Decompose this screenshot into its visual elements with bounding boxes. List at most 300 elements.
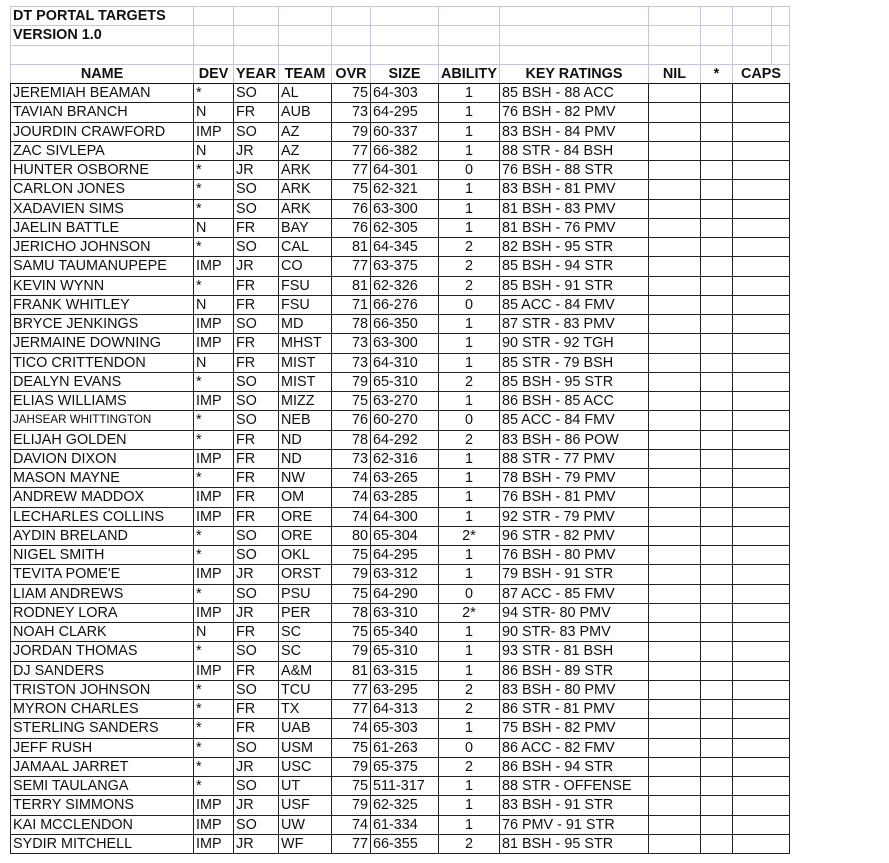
cell-ovr[interactable]: 77 — [331, 257, 370, 276]
cell-key-ratings[interactable]: 85 BSH - 94 STR — [499, 257, 648, 276]
cell-ability[interactable]: 1 — [438, 796, 499, 815]
cell[interactable] — [700, 26, 732, 45]
cell-caps[interactable] — [732, 238, 789, 257]
cell-star[interactable] — [700, 430, 732, 449]
cell-dev[interactable]: * — [194, 180, 234, 199]
cell-year[interactable]: SO — [234, 680, 279, 699]
cell-dev[interactable]: * — [194, 276, 234, 295]
cell-year[interactable]: SO — [234, 411, 279, 430]
cell-name[interactable]: ELIJAH GOLDEN — [11, 430, 194, 449]
cell-year[interactable]: FR — [234, 661, 279, 680]
cell-star[interactable] — [700, 526, 732, 545]
cell-caps[interactable] — [732, 738, 789, 757]
header-caps[interactable]: CAPS — [732, 64, 789, 83]
cell-ovr[interactable]: 76 — [331, 199, 370, 218]
cell-ovr[interactable]: 75 — [331, 180, 370, 199]
cell-ability[interactable]: 0 — [438, 584, 499, 603]
cell-ability[interactable]: 2 — [438, 430, 499, 449]
cell-nil[interactable] — [648, 603, 700, 622]
cell-ovr[interactable]: 79 — [331, 372, 370, 391]
cell-size[interactable]: 64-313 — [370, 700, 438, 719]
cell-dev[interactable]: IMP — [194, 661, 234, 680]
cell-year[interactable]: FR — [234, 218, 279, 237]
cell-year[interactable]: FR — [234, 507, 279, 526]
cell-name[interactable]: SAMU TAUMANUPEPE — [11, 257, 194, 276]
cell-caps[interactable] — [732, 700, 789, 719]
cell-star[interactable] — [700, 122, 732, 141]
cell-star[interactable] — [700, 546, 732, 565]
cell-name[interactable]: TAVIAN BRANCH — [11, 103, 194, 122]
cell-name[interactable]: JEREMIAH BEAMAN — [11, 84, 194, 103]
cell-year[interactable]: SO — [234, 546, 279, 565]
cell-key-ratings[interactable]: 90 STR - 92 TGH — [499, 334, 648, 353]
cell-dev[interactable]: * — [194, 546, 234, 565]
cell-name[interactable]: ELIAS WILLIAMS — [11, 392, 194, 411]
cell-size[interactable]: 65-303 — [370, 719, 438, 738]
cell-team[interactable]: NEB — [278, 411, 331, 430]
cell-key-ratings[interactable]: 86 BSH - 94 STR — [499, 757, 648, 776]
cell-key-ratings[interactable]: 83 BSH - 80 PMV — [499, 680, 648, 699]
cell-dev[interactable]: IMP — [194, 257, 234, 276]
cell[interactable] — [648, 26, 700, 45]
cell-star[interactable] — [700, 84, 732, 103]
cell-dev[interactable]: * — [194, 526, 234, 545]
cell-star[interactable] — [700, 353, 732, 372]
cell-name[interactable]: TRISTON JOHNSON — [11, 680, 194, 699]
cell[interactable] — [331, 26, 370, 45]
cell-size[interactable]: 64-303 — [370, 84, 438, 103]
cell-caps[interactable] — [732, 315, 789, 334]
cell-name[interactable]: JORDAN THOMAS — [11, 642, 194, 661]
cell-nil[interactable] — [648, 449, 700, 468]
cell-year[interactable]: JR — [234, 161, 279, 180]
header-key-ratings[interactable]: KEY RATINGS — [499, 64, 648, 83]
cell-ovr[interactable]: 73 — [331, 103, 370, 122]
cell-year[interactable]: JR — [234, 565, 279, 584]
cell[interactable] — [499, 7, 648, 26]
cell-star[interactable] — [700, 834, 732, 853]
cell-star[interactable] — [700, 257, 732, 276]
cell-team[interactable]: A&M — [278, 661, 331, 680]
cell-year[interactable]: FR — [234, 295, 279, 314]
cell-key-ratings[interactable]: 76 PMV - 91 STR — [499, 815, 648, 834]
cell-caps[interactable] — [732, 796, 789, 815]
cell-ovr[interactable]: 77 — [331, 161, 370, 180]
cell[interactable] — [278, 45, 331, 64]
cell-ability[interactable]: 1 — [438, 141, 499, 160]
cell-dev[interactable]: IMP — [194, 122, 234, 141]
cell-nil[interactable] — [648, 353, 700, 372]
cell-name[interactable]: MASON MAYNE — [11, 469, 194, 488]
cell-dev[interactable]: * — [194, 584, 234, 603]
cell-ability[interactable]: 1 — [438, 777, 499, 796]
cell-size[interactable]: 63-285 — [370, 488, 438, 507]
cell[interactable] — [648, 7, 700, 26]
cell-nil[interactable] — [648, 372, 700, 391]
cell-size[interactable]: 66-382 — [370, 141, 438, 160]
cell-team[interactable]: ORE — [278, 526, 331, 545]
cell-key-ratings[interactable]: 83 BSH - 84 PMV — [499, 122, 648, 141]
header-dev[interactable]: DEV — [194, 64, 234, 83]
cell-team[interactable]: AZ — [278, 122, 331, 141]
cell-dev[interactable]: IMP — [194, 507, 234, 526]
cell-caps[interactable] — [732, 334, 789, 353]
cell-ability[interactable]: 1 — [438, 218, 499, 237]
cell-name[interactable]: JERICHO JOHNSON — [11, 238, 194, 257]
cell-team[interactable]: FSU — [278, 276, 331, 295]
cell-ovr[interactable]: 81 — [331, 276, 370, 295]
cell-ability[interactable]: 1 — [438, 661, 499, 680]
cell-star[interactable] — [700, 161, 732, 180]
cell-ovr[interactable]: 75 — [331, 777, 370, 796]
cell-nil[interactable] — [648, 757, 700, 776]
cell-name[interactable]: BRYCE JENKINGS — [11, 315, 194, 334]
cell-team[interactable]: CO — [278, 257, 331, 276]
cell[interactable] — [370, 45, 438, 64]
cell-caps[interactable] — [732, 680, 789, 699]
cell-ability[interactable]: 1 — [438, 488, 499, 507]
cell-caps[interactable] — [732, 449, 789, 468]
cell-caps[interactable] — [732, 218, 789, 237]
cell-ovr[interactable]: 77 — [331, 680, 370, 699]
cell-year[interactable]: JR — [234, 796, 279, 815]
cell-team[interactable]: PSU — [278, 584, 331, 603]
cell-dev[interactable]: * — [194, 642, 234, 661]
cell-key-ratings[interactable]: 76 BSH - 80 PMV — [499, 546, 648, 565]
cell-ability[interactable]: 1 — [438, 392, 499, 411]
cell-year[interactable]: SO — [234, 738, 279, 757]
cell-name[interactable]: LIAM ANDREWS — [11, 584, 194, 603]
cell-size[interactable]: 63-300 — [370, 334, 438, 353]
cell-ovr[interactable]: 81 — [331, 238, 370, 257]
cell-dev[interactable]: N — [194, 295, 234, 314]
cell-nil[interactable] — [648, 199, 700, 218]
cell-ability[interactable]: 1 — [438, 815, 499, 834]
cell-caps[interactable] — [732, 815, 789, 834]
cell-year[interactable]: JR — [234, 257, 279, 276]
cell-size[interactable]: 66-355 — [370, 834, 438, 853]
cell-team[interactable]: OM — [278, 488, 331, 507]
cell-size[interactable]: 63-375 — [370, 257, 438, 276]
cell-ability[interactable]: 1 — [438, 199, 499, 218]
cell-nil[interactable] — [648, 334, 700, 353]
cell-ovr[interactable]: 74 — [331, 507, 370, 526]
cell-ability[interactable]: 2 — [438, 834, 499, 853]
cell-size[interactable]: 63-312 — [370, 565, 438, 584]
cell-ability[interactable]: 2 — [438, 680, 499, 699]
cell-nil[interactable] — [648, 84, 700, 103]
cell-team[interactable]: AL — [278, 84, 331, 103]
cell-year[interactable]: SO — [234, 392, 279, 411]
cell-key-ratings[interactable]: 85 BSH - 91 STR — [499, 276, 648, 295]
cell-star[interactable] — [700, 757, 732, 776]
cell-size[interactable]: 64-292 — [370, 430, 438, 449]
cell-team[interactable]: OKL — [278, 546, 331, 565]
cell-ability[interactable]: 1 — [438, 469, 499, 488]
cell-year[interactable]: JR — [234, 834, 279, 853]
cell[interactable] — [499, 45, 648, 64]
cell-nil[interactable] — [648, 546, 700, 565]
cell-name[interactable]: MYRON CHARLES — [11, 700, 194, 719]
cell-size[interactable]: 62-326 — [370, 276, 438, 295]
cell-name[interactable]: JAHSEAR WHITTINGTON — [11, 411, 194, 430]
cell-star[interactable] — [700, 661, 732, 680]
cell-ovr[interactable]: 75 — [331, 623, 370, 642]
cell-name[interactable]: DEALYN EVANS — [11, 372, 194, 391]
cell[interactable] — [700, 45, 732, 64]
cell-ovr[interactable]: 79 — [331, 565, 370, 584]
cell-name[interactable]: NIGEL SMITH — [11, 546, 194, 565]
cell-team[interactable]: TCU — [278, 680, 331, 699]
cell-nil[interactable] — [648, 141, 700, 160]
cell-caps[interactable] — [732, 295, 789, 314]
cell-nil[interactable] — [648, 623, 700, 642]
cell-nil[interactable] — [648, 738, 700, 757]
cell-key-ratings[interactable]: 75 BSH - 82 PMV — [499, 719, 648, 738]
cell-team[interactable]: ND — [278, 449, 331, 468]
cell-ability[interactable]: 2 — [438, 700, 499, 719]
cell-name[interactable]: AYDIN BRELAND — [11, 526, 194, 545]
cell-ability[interactable]: 1 — [438, 546, 499, 565]
cell-team[interactable]: MIZZ — [278, 392, 331, 411]
cell-nil[interactable] — [648, 796, 700, 815]
cell-nil[interactable] — [648, 257, 700, 276]
cell-dev[interactable]: IMP — [194, 603, 234, 622]
cell-dev[interactable]: * — [194, 680, 234, 699]
cell-star[interactable] — [700, 623, 732, 642]
cell[interactable] — [700, 7, 732, 26]
cell-name[interactable]: HUNTER OSBORNE — [11, 161, 194, 180]
cell-ovr[interactable]: 77 — [331, 141, 370, 160]
cell-star[interactable] — [700, 334, 732, 353]
cell-caps[interactable] — [732, 623, 789, 642]
cell-key-ratings[interactable]: 83 BSH - 81 PMV — [499, 180, 648, 199]
cell-nil[interactable] — [648, 392, 700, 411]
cell-caps[interactable] — [732, 84, 789, 103]
cell-key-ratings[interactable]: 79 BSH - 91 STR — [499, 565, 648, 584]
cell-size[interactable]: 66-350 — [370, 315, 438, 334]
cell-key-ratings[interactable]: 86 STR - 81 PMV — [499, 700, 648, 719]
cell-year[interactable]: FR — [234, 449, 279, 468]
cell-key-ratings[interactable]: 76 BSH - 81 PMV — [499, 488, 648, 507]
cell-key-ratings[interactable]: 83 BSH - 91 STR — [499, 796, 648, 815]
cell-name[interactable]: CARLON JONES — [11, 180, 194, 199]
cell-year[interactable]: SO — [234, 199, 279, 218]
cell-ability[interactable]: 2 — [438, 372, 499, 391]
cell[interactable] — [194, 45, 234, 64]
cell-dev[interactable]: N — [194, 141, 234, 160]
cell-ovr[interactable]: 73 — [331, 449, 370, 468]
cell-ovr[interactable]: 79 — [331, 122, 370, 141]
cell-nil[interactable] — [648, 565, 700, 584]
cell-dev[interactable]: * — [194, 469, 234, 488]
cell-size[interactable]: 66-276 — [370, 295, 438, 314]
cell[interactable] — [648, 45, 700, 64]
cell-team[interactable]: MIST — [278, 353, 331, 372]
cell-size[interactable]: 60-337 — [370, 122, 438, 141]
cell-star[interactable] — [700, 411, 732, 430]
cell-key-ratings[interactable]: 78 BSH - 79 PMV — [499, 469, 648, 488]
cell-star[interactable] — [700, 584, 732, 603]
cell-team[interactable]: UW — [278, 815, 331, 834]
cell-ovr[interactable]: 78 — [331, 603, 370, 622]
sheet-title[interactable]: DT PORTAL TARGETS — [11, 7, 194, 26]
cell-year[interactable]: FR — [234, 103, 279, 122]
cell-name[interactable]: JERMAINE DOWNING — [11, 334, 194, 353]
cell-caps[interactable] — [732, 199, 789, 218]
cell-year[interactable]: FR — [234, 430, 279, 449]
cell-key-ratings[interactable]: 85 STR - 79 BSH — [499, 353, 648, 372]
cell-nil[interactable] — [648, 661, 700, 680]
cell-caps[interactable] — [732, 122, 789, 141]
cell-team[interactable]: WF — [278, 834, 331, 853]
cell-name[interactable]: SYDIR MITCHELL — [11, 834, 194, 853]
cell-star[interactable] — [700, 700, 732, 719]
cell-star[interactable] — [700, 180, 732, 199]
cell-dev[interactable]: * — [194, 84, 234, 103]
cell-dev[interactable]: * — [194, 161, 234, 180]
cell-star[interactable] — [700, 199, 732, 218]
cell-star[interactable] — [700, 238, 732, 257]
cell-ovr[interactable]: 75 — [331, 392, 370, 411]
cell-dev[interactable]: IMP — [194, 815, 234, 834]
cell-ability[interactable]: 2 — [438, 257, 499, 276]
cell-name[interactable]: STERLING SANDERS — [11, 719, 194, 738]
header-year[interactable]: YEAR — [234, 64, 279, 83]
cell-size[interactable]: 65-340 — [370, 623, 438, 642]
cell-ability[interactable]: 0 — [438, 738, 499, 757]
cell-name[interactable]: ANDREW MADDOX — [11, 488, 194, 507]
cell-dev[interactable]: IMP — [194, 796, 234, 815]
cell-nil[interactable] — [648, 642, 700, 661]
cell-star[interactable] — [700, 469, 732, 488]
cell-key-ratings[interactable]: 96 STR - 82 PMV — [499, 526, 648, 545]
cell-name[interactable]: DJ SANDERS — [11, 661, 194, 680]
cell-nil[interactable] — [648, 834, 700, 853]
cell-star[interactable] — [700, 603, 732, 622]
cell-star[interactable] — [700, 507, 732, 526]
cell-name[interactable]: DAVION DIXON — [11, 449, 194, 468]
cell-dev[interactable]: * — [194, 411, 234, 430]
cell-nil[interactable] — [648, 161, 700, 180]
cell-caps[interactable] — [732, 834, 789, 853]
cell-ability[interactable]: 0 — [438, 161, 499, 180]
cell-year[interactable]: SO — [234, 642, 279, 661]
cell-star[interactable] — [700, 372, 732, 391]
cell-star[interactable] — [700, 777, 732, 796]
cell-team[interactable]: ARK — [278, 161, 331, 180]
cell-dev[interactable]: * — [194, 199, 234, 218]
cell-size[interactable]: 63-295 — [370, 680, 438, 699]
cell-ability[interactable]: 1 — [438, 334, 499, 353]
cell-key-ratings[interactable]: 92 STR - 79 PMV — [499, 507, 648, 526]
cell[interactable] — [234, 26, 279, 45]
cell-ovr[interactable]: 73 — [331, 353, 370, 372]
cell-size[interactable]: 60-270 — [370, 411, 438, 430]
cell-name[interactable]: TERRY SIMMONS — [11, 796, 194, 815]
header-name[interactable]: NAME — [11, 64, 194, 83]
cell-ability[interactable]: 1 — [438, 449, 499, 468]
cell-team[interactable]: ND — [278, 430, 331, 449]
cell[interactable] — [370, 7, 438, 26]
cell-ovr[interactable]: 74 — [331, 469, 370, 488]
cell-ovr[interactable]: 80 — [331, 526, 370, 545]
cell-nil[interactable] — [648, 719, 700, 738]
header-star[interactable]: * — [700, 64, 732, 83]
cell-ability[interactable]: 1 — [438, 623, 499, 642]
cell-ovr[interactable]: 79 — [331, 642, 370, 661]
cell-team[interactable]: SC — [278, 642, 331, 661]
cell-team[interactable]: PER — [278, 603, 331, 622]
cell-ability[interactable]: 1 — [438, 103, 499, 122]
cell-dev[interactable]: IMP — [194, 392, 234, 411]
cell-ovr[interactable]: 75 — [331, 738, 370, 757]
cell-team[interactable]: ORE — [278, 507, 331, 526]
cell-caps[interactable] — [732, 526, 789, 545]
sheet-version[interactable]: VERSION 1.0 — [11, 26, 194, 45]
cell-star[interactable] — [700, 392, 732, 411]
cell-key-ratings[interactable]: 82 BSH - 95 STR — [499, 238, 648, 257]
cell-key-ratings[interactable]: 83 BSH - 86 POW — [499, 430, 648, 449]
cell-caps[interactable] — [732, 603, 789, 622]
cell-dev[interactable]: IMP — [194, 449, 234, 468]
cell-caps[interactable] — [732, 642, 789, 661]
cell-year[interactable]: FR — [234, 623, 279, 642]
cell-key-ratings[interactable]: 76 BSH - 82 PMV — [499, 103, 648, 122]
cell[interactable] — [438, 7, 499, 26]
cell-size[interactable]: 62-305 — [370, 218, 438, 237]
cell-dev[interactable]: * — [194, 738, 234, 757]
cell-name[interactable]: NOAH CLARK — [11, 623, 194, 642]
cell-dev[interactable]: N — [194, 103, 234, 122]
cell-key-ratings[interactable]: 86 BSH - 85 ACC — [499, 392, 648, 411]
cell-year[interactable]: JR — [234, 603, 279, 622]
header-size[interactable]: SIZE — [370, 64, 438, 83]
cell-team[interactable]: SC — [278, 623, 331, 642]
cell-ability[interactable]: 1 — [438, 642, 499, 661]
cell-size[interactable]: 511-317 — [370, 777, 438, 796]
cell-key-ratings[interactable]: 87 ACC - 85 FMV — [499, 584, 648, 603]
cell-name[interactable]: FRANK WHITLEY — [11, 295, 194, 314]
cell-star[interactable] — [700, 218, 732, 237]
cell-year[interactable]: SO — [234, 122, 279, 141]
cell-ovr[interactable]: 74 — [331, 815, 370, 834]
cell-year[interactable]: FR — [234, 353, 279, 372]
cell-ovr[interactable]: 76 — [331, 411, 370, 430]
cell-name[interactable]: TICO CRITTENDON — [11, 353, 194, 372]
cell-year[interactable]: SO — [234, 526, 279, 545]
cell-size[interactable]: 65-304 — [370, 526, 438, 545]
cell-ovr[interactable]: 77 — [331, 834, 370, 853]
cell[interactable] — [732, 7, 789, 26]
cell-star[interactable] — [700, 295, 732, 314]
cell-star[interactable] — [700, 680, 732, 699]
cell-year[interactable]: FR — [234, 719, 279, 738]
cell-ability[interactable]: 1 — [438, 315, 499, 334]
cell-caps[interactable] — [732, 546, 789, 565]
cell-caps[interactable] — [732, 257, 789, 276]
cell-caps[interactable] — [732, 392, 789, 411]
cell-team[interactable]: MHST — [278, 334, 331, 353]
cell-year[interactable]: SO — [234, 372, 279, 391]
cell-ovr[interactable]: 75 — [331, 84, 370, 103]
cell-ability[interactable]: 2 — [438, 276, 499, 295]
cell-team[interactable]: ARK — [278, 199, 331, 218]
cell-key-ratings[interactable]: 85 ACC - 84 FMV — [499, 295, 648, 314]
cell-size[interactable]: 65-375 — [370, 757, 438, 776]
cell-size[interactable]: 64-345 — [370, 238, 438, 257]
cell-size[interactable]: 64-301 — [370, 161, 438, 180]
